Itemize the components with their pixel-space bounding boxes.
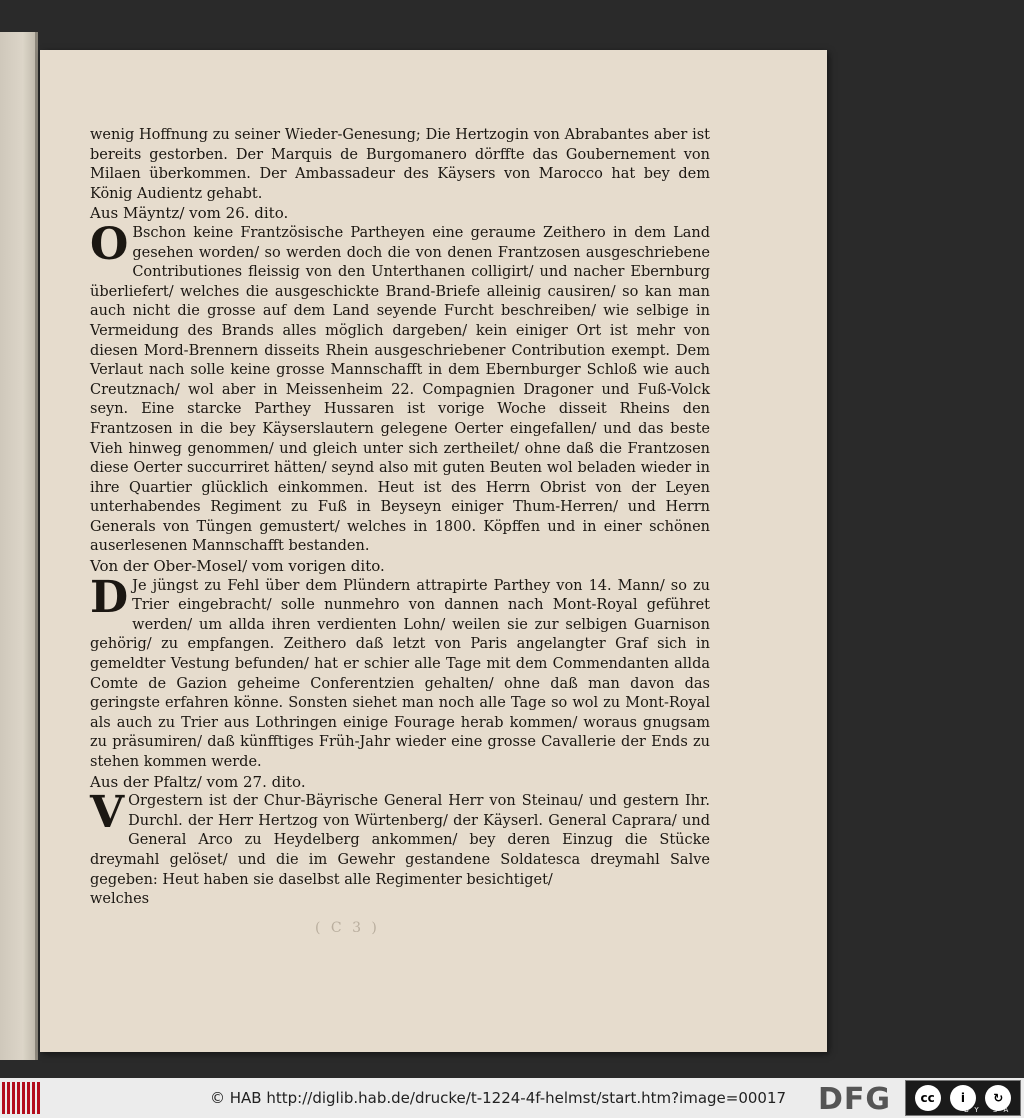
by-icon: i <box>950 1085 976 1111</box>
cc-icon: cc <box>915 1085 941 1111</box>
scanned-page <box>40 50 827 1052</box>
copyright-link[interactable]: © HAB http://diglib.hab.de/drucke/t-1224-4f-helmst/start.htm?image=00017 <box>210 1089 787 1107</box>
drop-cap-v: V <box>90 787 125 839</box>
left-page-edge <box>0 32 38 1060</box>
paragraph-3-text: Je jüngst zu Fehl über dem Plündern attrapirte Parthey von 14. Mann/ so zu Trier eingebracht/ solle nunmehro von dannen nach Mont-Royal geführet werden/ um allda ihren verdienten Lohn/ weilen sie zur selbigen Guarnison gehörig/ zu empfangen. Zeithero daß letzt von Paris angelangter Graf sich in gemeldter Vestung befunden/ hat er schier alle Tage mit dem Commendanten allda Comte de Gazion geheime Conferentzien gehalten/ ohne daß man davon das geringste erfahren könne. Sonsten siehet man noch alle Tage so wol zu Mont-Royal als auch zu Trier aus Lothringen einige Fourage herab kommen/ woraus gnugsam zu präsumiren/ daß künfftiges Früh-Jahr wieder eine grosse Cavallerie der Ends zu stehen kommen werde. <box>90 577 710 770</box>
page-gutter <box>35 32 38 1060</box>
license-label: BY SA <box>964 1106 1015 1114</box>
viewer-footer <box>0 1078 1024 1118</box>
paragraph-4 <box>90 787 710 890</box>
hab-barcode-icon <box>2 1082 42 1114</box>
heading-pfaltz: Aus der Pfaltz/ vom 27. dito. <box>90 772 306 791</box>
paragraph-2-text: Bschon keine Frantzösische Partheyen eine geraume Zeithero in dem Land gesehen worden/ so werden doch die von denen Frantzosen ausgeschriebene Contributiones fleissig von den Unterthanen colligirt/ und nacher Ebernburg überliefert/ welches die ausgeschickte Brand-Briefe alleinig causiren/ so kan man auch nicht die grosse auf dem Land seyende Furcht beschreiben/ wie selbige in Vermeidung des Brands alles möglich dargeben/ kein einiger Ort ist mehr von diesen Mord-Brennern disseits Rhein ausgeschriebener Contribution exempt. Dem Verlaut nach solle keine grosse Mannschafft in dem Ebernburger Schloß wie auch Creutznach/ wol aber in Meissenheim 22. Compagnien Dragoner und Fuß-Volck seyn. Eine starcke Parthey Hussaren ist vorige Woche disseit Rheins den Frantzosen in die bey Käyserslautern gelegene Oerter eingefallen/ und das beste Vieh hinweg genommen/ und gleich unter sich zertheilet/ ohne daß die Frantzosen diese Oerter succurriret hätten/ seynd also mit guten Beuten wol beladen wieder in ihre Quartier glücklich einkommen. Heut ist des Herrn Obrist von der Leyen unterhabendes Regiment zu Fuß in Beyseyn einiger Thum-Herren/ und Herrn Generals von Tüngen gemustert/ welches in 1800. Köpffen und in einer schönen auserlesenen Mannschafft bestanden. <box>90 224 710 555</box>
drop-cap-d: D <box>90 571 129 623</box>
drop-cap-o: O <box>90 218 129 270</box>
heading-ober-mosel: Von der Ober-Mosel/ vom vorigen dito. <box>90 557 385 576</box>
paragraph-3 <box>90 571 710 773</box>
paragraph-4-text: Orgestern ist der Chur-Bäyrische General Herr von Steinau/ und gestern Ihr. Durchl. der Herr Hertzog von Würtenberg/ der Käyserl. General Caprara/ und General Arco zu Heydelberg ankommen/ bey deren Einzug die Stücke dreymahl gelöset/ und die im Gewehr gestandene Soldatesca dreymahl Salve gegeben: Heut haben sie daselbst alle Regimenter besichtiget/ <box>90 793 710 888</box>
signature-mark: ( C 3 ) <box>315 920 380 936</box>
catchword: welches <box>90 891 150 908</box>
dfg-logo[interactable]: DFG <box>818 1082 892 1117</box>
page-text <box>90 126 710 910</box>
heading-mainz: Aus Mäyntz/ vom 26. dito. <box>90 204 289 223</box>
sa-icon: ↻ <box>985 1085 1011 1111</box>
cc-license-badge[interactable] <box>905 1080 1021 1116</box>
paragraph-2 <box>90 218 710 557</box>
paragraph-1: wenig Hoffnung zu seiner Wieder-Genesung; Die Hertzogin von Abrabantes aber ist bereits gestorben. Der Marquis de Burgomanero dörffte das Goubernement von Milaen überkommen. Der Ambassadeur des Käysers von Marocco hat bey dem König Audientz gehabt. <box>90 127 710 202</box>
